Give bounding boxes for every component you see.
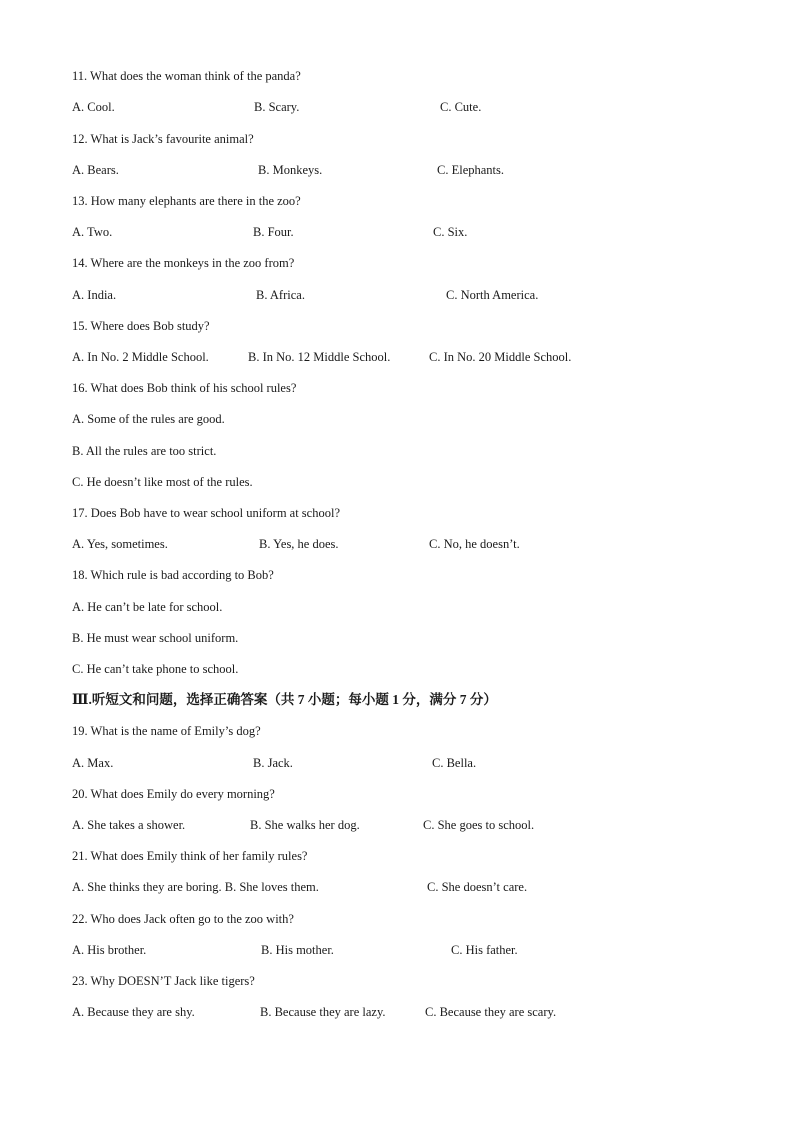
question-11-stem: 11. What does the woman think of the panda? [72,69,301,83]
q12-option-b: B. Monkeys. [258,163,323,177]
q23-option-b: B. Because they are lazy. [260,1005,386,1019]
question-18-stem: 18. Which rule is bad according to Bob? [72,568,274,582]
q19-option-b: B. Jack. [253,756,293,770]
q22-option-a: A. His brother. [72,943,147,957]
q21-option-c: C. She doesn’t care. [427,880,528,894]
q13-option-c: C. Six. [433,225,468,239]
question-19-options [0,755,794,771]
question-22-options [0,942,794,958]
q11-option-a: A. Cool. [72,100,115,114]
question-15-options [0,349,794,365]
q15-option-a: A. In No. 2 Middle School. [72,350,209,364]
question-17-stem: 17. Does Bob have to wear school uniform at school? [72,506,340,520]
q15-option-b: B. In No. 12 Middle School. [248,350,391,364]
q11-option-c: C. Cute. [440,100,482,114]
question-12-stem: 12. What is Jack’s favourite animal? [72,132,254,146]
q21-option-a-b: A. She thinks they are boring. B. She loves them. [72,880,319,894]
question-21-options [0,879,794,895]
question-16-stem: 16. What does Bob think of his school rules? [72,381,297,395]
question-22-stem: 22. Who does Jack often go to the zoo with? [72,912,294,926]
question-20-stem: 20. What does Emily do every morning? [72,787,275,801]
question-21-stem: 21. What does Emily think of her family rules? [72,849,308,863]
q14-option-c: C. North America. [446,288,539,302]
question-11-options [0,99,794,115]
question-14-stem: 14. Where are the monkeys in the zoo from? [72,256,295,270]
question-13-stem: 13. How many elephants are there in the zoo? [72,194,301,208]
q13-option-a: A. Two. [72,225,113,239]
q20-option-b: B. She walks her dog. [250,818,360,832]
q11-option-b: B. Scary. [254,100,300,114]
q23-option-c: C. Because they are scary. [425,1005,557,1019]
q17-option-a: A. Yes, sometimes. [72,537,168,551]
question-23-options [0,1004,794,1020]
q13-option-b: B. Four. [253,225,294,239]
question-12-options [0,162,794,178]
question-13-options [0,224,794,240]
q20-option-c: C. She goes to school. [423,818,535,832]
q20-option-a: A. She takes a shower. [72,818,186,832]
q23-option-a: A. Because they are shy. [72,1005,195,1019]
section-3-heading: Ⅲ.听短文和问题，选择正确答案（共 7 小题；每小题 1 分，满分 7 分） [72,692,497,707]
question-17-options [0,536,794,552]
q14-option-b: B. Africa. [256,288,305,302]
q17-option-b: B. Yes, he does. [259,537,339,551]
q15-option-c: C. In No. 20 Middle School. [429,350,572,364]
q18-option-a: A. He can’t be late for school. [72,600,223,614]
q18-option-c: C. He can’t take phone to school. [72,662,239,676]
q16-option-a: A. Some of the rules are good. [72,412,225,426]
q22-option-c: C. His father. [451,943,518,957]
q22-option-b: B. His mother. [261,943,334,957]
question-20-options [0,817,794,833]
q18-option-b: B. He must wear school uniform. [72,631,239,645]
q12-option-c: C. Elephants. [437,163,505,177]
q17-option-c: C. No, he doesn’t. [429,537,520,551]
q19-option-a: A. Max. [72,756,114,770]
q14-option-a: A. India. [72,288,117,302]
question-15-stem: 15. Where does Bob study? [72,319,210,333]
question-23-stem: 23. Why DOESN’T Jack like tigers? [72,974,255,988]
q12-option-a: A. Bears. [72,163,119,177]
q16-option-b: B. All the rules are too strict. [72,444,217,458]
q19-option-c: C. Bella. [432,756,477,770]
question-14-options [0,287,794,303]
q16-option-c: C. He doesn’t like most of the rules. [72,475,253,489]
question-19-stem: 19. What is the name of Emily’s dog? [72,724,261,738]
